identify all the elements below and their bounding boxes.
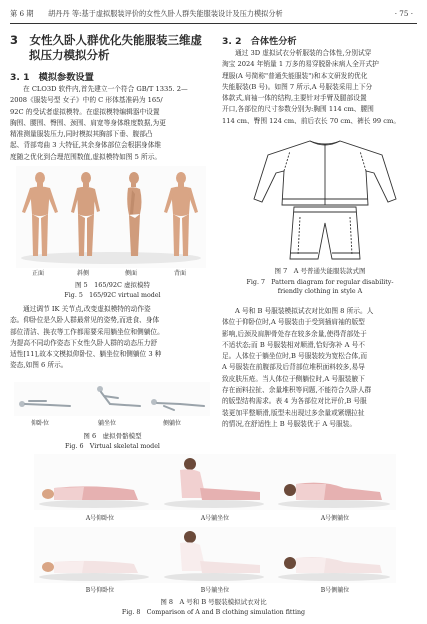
section-title-line-1: 3 女性久卧人群优化失能服装三维虚 [10,33,202,47]
text-line: 不适状态;而 B 号服装相对顺滑,恰好弥补 A 号不 [222,340,365,349]
text-line: 致皮肤压疮。当人体位于侧躺位时,A 号服装腋下 [222,374,365,383]
text-line: 失能服装(B 号)。如图 7 所示,A 号服装采用上下分 [222,82,373,91]
fig5-label-front: 正面 [31,270,44,277]
left-paragraph-1 [10,84,208,163]
skeleton-reclining [97,386,140,406]
fig5-caption-cn: 图 5 165/92C 虚拟模特 [74,281,151,289]
text-line: 态。仰卧位是久卧人群最常见的姿势,而进食、身体 [10,316,160,325]
text-line: 在 CLO3D 软件内,首先建立一个符合 GB/T 1335. 2— [23,85,188,93]
fig6-label-lateral: 侧躺位 [162,420,181,427]
fig5-label-oblique: 斜侧 [76,270,89,277]
text-line: 体款式,肩袖一体的结构,主要针对手臂及腿部设置 [222,94,367,103]
fig7-caption-en-1: Fig. 7 Pattern diagram for regular disability- [246,279,394,286]
text-line: 存在面料拉扯、余量堆积等问题,不能符合久卧人群 [222,386,372,395]
skeletal-model-illustration [14,382,210,416]
fig8-label-a-lateral: A号侧躺位 [320,515,350,522]
text-line: 114 cm、臀围 124 cm、前后衣长 70 cm、裤长 99 cm。 [222,116,401,125]
text-line: 92C 的受试者虚拟模特。在虚拟模特编辑器中设置 [10,107,160,116]
fig8-label-a-supine: A号仰卧位 [85,515,115,522]
a-supine-figure [39,486,149,508]
fig8-caption-en: Fig. 8 Comparison of A and B clothing simulation fitting [121,609,306,616]
text-line: 体位于仰卧位时,A 号服装由于受到插肩袖的版型 [222,318,365,327]
fig6-label-supine: 仰卧位 [30,420,49,427]
fig6-caption-en: Fig. 6 Virtual skeletal model [65,443,160,450]
text-line: 通过 3D 虚拟试衣分析服装的合体性,分别试穿 [235,49,372,57]
text-line: 为提高不同动作姿态下女性久卧人群的动态压力舒 [10,338,158,347]
text-line: 部位清洁、换衣等工作都需要采用躺坐位和侧躺位。 [10,327,164,336]
fig8-caption-cn: 图 8 A 号和 B 号服装模拟试衣对比 [160,598,267,606]
text-line: 胸围、腰围、臀围、颈围、肩宽等身体维度数据,为更 [10,118,166,127]
fig7-caption-cn: 图 7 A 号普通失能服装款式图 [274,267,366,275]
skeleton-lateral [151,399,204,410]
style-b-simulations [34,527,396,583]
text-line: 理服(A 号简称"普通失能服装")和本文研发的优化 [222,71,368,80]
fig5-label-back: 背面 [173,270,186,277]
subsection-3-1-heading: 3. 1 模拟参数设置 [10,72,94,83]
figure-6-skeletal-model [14,382,210,416]
fig8-label-a-reclining: A号躺坐位 [200,515,230,522]
model-back-figure [164,172,198,256]
fig5-label-side: 侧面 [124,270,137,277]
fig8-label-b-reclining: B号躺坐位 [200,587,230,594]
model-side-figure [127,172,141,256]
style-a-simulations [34,454,396,510]
figure-8-row-a [34,454,396,510]
right-paragraph-1 [222,48,418,127]
subsection-3-2-heading: 3. 2 合体性分析 [222,36,297,47]
model-front-figure [22,172,58,256]
model-oblique-figure [71,172,100,256]
text-line: A 号服装在前腹部及后背部位堆积面料较多,易导 [222,363,365,372]
running-title: 胡丹丹 等:基于虚拟服装评价的女性久卧人群失能服装设计及压力模拟分析 [48,9,283,18]
left-paragraph-2 [10,304,208,372]
virtual-model-illustration [16,166,206,268]
text-line: 精准测量服装压力,同时模拟其胸部下垂、腹部凸 [10,130,153,139]
text-line: 淘宝 2024 年销量 1 万多的易穿脱卧床病人全开式护 [222,60,379,69]
top-garment [254,141,396,205]
text-line: 适性[11],故本文模拟仰卧位、躺坐位和侧躺位 3 种 [10,350,162,359]
skeleton-supine [19,401,70,407]
a-lateral-figure [278,483,390,508]
text-line: 通过调节 IK 关节点,改变虚拟模特的动作姿 [23,305,151,313]
garment-line-drawing [250,133,400,263]
figure-8-row-b [34,527,396,583]
b-lateral-figure [278,557,390,581]
text-line: 装更加平整顺滑,版型未出现过多余量或紧绷拉扯 [222,408,365,417]
figure-7-pattern-diagram [250,133,400,263]
section-title [10,33,215,63]
text-line: 足。人体位于躺坐位时,B 号服装较为宽松合体,而 [222,352,368,361]
text-line: 2008《服装号型 女子》中的 C 形体基准码为 165/ [10,96,163,105]
a-reclining-figure [164,458,264,508]
fig8-label-b-supine: B号仰卧位 [85,587,115,594]
header-rule [10,23,417,24]
text-line: 影响,后颈及肩胛骨处存在较多余量,使得背部处于 [222,329,367,338]
fig8-label-b-lateral: B号侧躺位 [320,587,350,594]
fig7-caption-en-2: friendly clothing in style A [277,288,363,295]
figure-5-virtual-model [16,166,206,268]
fig6-label-reclining: 躺坐位 [97,420,116,427]
right-paragraph-2 [222,306,418,430]
b-supine-figure [39,561,149,581]
text-line: 起、背部弯曲 3 大特征,其余身体部位会根据身体维 [10,141,162,150]
issue-number: 第 6 期 [10,9,34,18]
text-line: 的情况,在舒适性上 B 号服装优于 A 号服装。 [222,419,357,428]
trouser-garment [290,207,360,259]
section-title-line-2: 拟压力模拟分析 [29,48,110,62]
text-line: 度随之优化到合理范围数值,虚拟模特如图 5 所示。 [10,152,162,161]
text-line: 开口,各部位的尺寸参数分别为:胸围 114 cm、腰围 [222,105,374,114]
b-reclining-figure [164,531,264,581]
text-line: 的版型结构需求。表 4 为各部位对比评价,B 号服 [222,397,367,406]
fig5-caption-en: Fig. 5 165/92C virtual model [64,292,161,299]
page-number: · 75 · [394,9,413,18]
text-line: A 号和 B 号服装模拟试衣对比如图 8 所示。人 [235,307,374,315]
text-line: 姿态,如图 6 所示。 [10,361,68,370]
fig6-caption-cn: 图 6 虚拟骨骼模型 [83,432,142,440]
